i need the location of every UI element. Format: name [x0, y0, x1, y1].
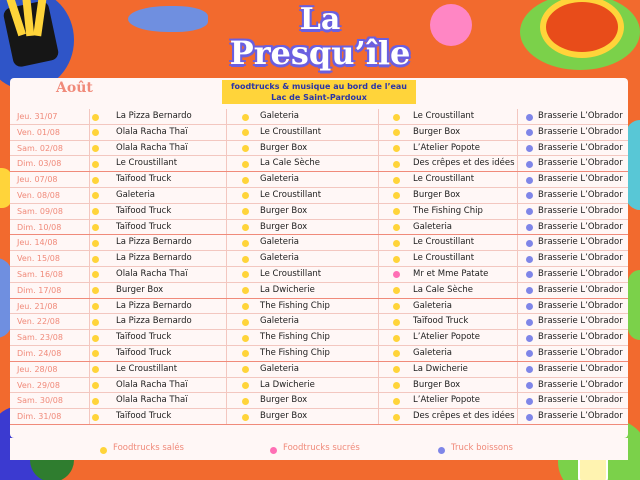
vendor-cell: La Dwicherie: [260, 379, 315, 390]
vendor-cell: Olala Racha Thaï: [116, 126, 188, 137]
vendor-cell: Taïfood Truck: [116, 174, 172, 185]
table-row: [10, 330, 628, 346]
legend-label: Foodtrucks salés: [113, 443, 184, 453]
vendor-cell: Le Croustillant: [116, 363, 178, 374]
vendor-cell: La Cale Sèche: [413, 284, 473, 295]
category-dot-icon: [526, 114, 533, 121]
category-dot-icon: [526, 398, 533, 405]
table-row: [10, 220, 628, 236]
vendor-cell: Galeteria: [260, 174, 300, 185]
category-dot-icon: [526, 224, 533, 231]
vendor-cell: Brasserie L’Obrador: [538, 411, 623, 422]
category-dot-icon: [242, 398, 249, 405]
vendor-cell: Brasserie L’Obrador: [538, 300, 623, 311]
category-dot-icon: [92, 382, 99, 389]
table-row: [10, 346, 628, 362]
category-dot-icon: [92, 287, 99, 294]
category-dot-icon: [92, 177, 99, 184]
category-dot-icon: [526, 287, 533, 294]
date-cell: Dim. 03/08: [17, 159, 62, 169]
vendor-cell: Brasserie L’Obrador: [538, 316, 623, 327]
vendor-cell: Brasserie L’Obrador: [538, 268, 623, 279]
category-dot-icon: [526, 161, 533, 168]
category-dot-icon: [242, 177, 249, 184]
table-row: [10, 204, 628, 220]
category-dot-icon: [242, 240, 249, 247]
date-cell: Ven. 01/08: [17, 127, 60, 137]
date-cell: Ven. 29/08: [17, 380, 60, 390]
vendor-cell: Olala Racha Thaï: [116, 379, 188, 390]
category-dot-icon: [242, 366, 249, 373]
vendor-cell: Galeteria: [260, 237, 300, 248]
vendor-cell: The Fishing Chip: [260, 347, 330, 358]
legend-dot-icon: [270, 447, 277, 454]
category-dot-icon: [393, 145, 400, 152]
category-dot-icon: [92, 161, 99, 168]
vendor-cell: Brasserie L’Obrador: [538, 347, 623, 358]
category-dot-icon: [242, 224, 249, 231]
vendor-cell: Taïfood Truck: [116, 347, 172, 358]
decor-shape: [626, 120, 640, 210]
vendor-cell: Brasserie L’Obrador: [538, 205, 623, 216]
vendor-cell: Galeteria: [260, 111, 300, 121]
category-dot-icon: [92, 350, 99, 357]
vendor-cell: Galeteria: [413, 300, 453, 311]
table-row: [10, 109, 628, 125]
decor-shape: [628, 270, 640, 340]
category-dot-icon: [92, 303, 99, 310]
category-dot-icon: [242, 192, 249, 199]
vendor-cell: The Fishing Chip: [260, 300, 330, 311]
category-dot-icon: [393, 287, 400, 294]
category-dot-icon: [92, 335, 99, 342]
vendor-cell: Burger Box: [413, 379, 461, 390]
category-dot-icon: [526, 382, 533, 389]
category-dot-icon: [92, 271, 99, 278]
category-dot-icon: [393, 240, 400, 247]
category-dot-icon: [526, 350, 533, 357]
vendor-cell: La Dwicherie: [413, 363, 468, 374]
vendor-cell: Le Croustillant: [260, 268, 322, 279]
vendor-cell: Le Croustillant: [413, 174, 475, 185]
category-dot-icon: [526, 192, 533, 199]
vendor-cell: Le Croustillant: [260, 126, 322, 137]
date-cell: Sam. 16/08: [17, 269, 63, 279]
vendor-cell: La Pizza Bernardo: [116, 237, 192, 248]
table-row: [10, 125, 628, 141]
category-dot-icon: [526, 208, 533, 215]
vendor-cell: Galeteria: [413, 221, 453, 232]
category-dot-icon: [393, 335, 400, 342]
vendor-cell: Brasserie L’Obrador: [538, 379, 623, 390]
vendor-cell: Burger Box: [413, 126, 461, 137]
vendor-cell: Brasserie L’Obrador: [538, 189, 623, 200]
table-row: [10, 267, 628, 283]
table-row: [10, 251, 628, 267]
vendor-cell: Brasserie L’Obrador: [538, 253, 623, 264]
vendor-cell: La Pizza Bernardo: [116, 253, 192, 264]
date-cell: Dim. 24/08: [17, 348, 62, 358]
date-cell: Dim. 10/08: [17, 222, 62, 232]
vendor-cell: Taïfood Truck: [116, 332, 172, 343]
date-cell: Ven. 08/08: [17, 190, 60, 200]
date-cell: Sam. 09/08: [17, 206, 63, 216]
subtitle-banner: [222, 80, 416, 104]
category-dot-icon: [92, 114, 99, 121]
vendor-cell: Le Croustillant: [260, 189, 322, 200]
category-dot-icon: [92, 319, 99, 326]
vendor-cell: Le Croustillant: [413, 111, 475, 121]
vendor-cell: Galeteria: [260, 363, 300, 374]
category-dot-icon: [242, 161, 249, 168]
vendor-cell: Olala Racha Thaï: [116, 268, 188, 279]
vendor-cell: Brasserie L’Obrador: [538, 111, 623, 121]
page-title: Presqu’île: [229, 34, 411, 72]
vendor-cell: La Pizza Bernardo: [116, 111, 192, 121]
vendor-cell: Mr et Mme Patate: [413, 268, 489, 279]
category-dot-icon: [92, 414, 99, 421]
category-dot-icon: [242, 303, 249, 310]
date-cell: Sam. 23/08: [17, 333, 63, 343]
vendor-cell: Burger Box: [260, 142, 308, 153]
category-dot-icon: [92, 366, 99, 373]
table-row: [10, 172, 628, 188]
category-dot-icon: [92, 208, 99, 215]
category-dot-icon: [393, 224, 400, 231]
table-row: [10, 378, 628, 394]
vendor-cell: Burger Box: [260, 411, 308, 422]
vendor-cell: Burger Box: [413, 189, 461, 200]
vendor-cell: Brasserie L’Obrador: [538, 237, 623, 248]
legend-label: Truck boissons: [451, 443, 513, 453]
date-cell: Ven. 22/08: [17, 317, 60, 327]
category-dot-icon: [242, 350, 249, 357]
date-cell: Jeu. 14/08: [17, 238, 58, 248]
subtitle-line2: Lac de Saint-Pardoux: [271, 93, 367, 102]
vendor-cell: Brasserie L’Obrador: [538, 395, 623, 406]
vendor-cell: The Fishing Chip: [260, 332, 330, 343]
vendor-cell: La Pizza Bernardo: [116, 316, 192, 327]
vendor-cell: L’Atelier Popote: [413, 395, 480, 406]
category-dot-icon: [242, 208, 249, 215]
subtitle-line1: foodtrucks & musique au bord de l’eau: [231, 82, 407, 91]
date-cell: Sam. 02/08: [17, 143, 63, 153]
category-dot-icon: [393, 382, 400, 389]
table-row: [10, 188, 628, 204]
vendor-cell: Des crêpes et des idées: [413, 411, 515, 422]
vendor-cell: Galeteria: [260, 253, 300, 264]
table-row: [10, 299, 628, 315]
vendor-cell: Burger Box: [260, 205, 308, 216]
category-dot-icon: [92, 240, 99, 247]
category-dot-icon: [393, 414, 400, 421]
category-dot-icon: [393, 350, 400, 357]
vendor-cell: Burger Box: [260, 221, 308, 232]
date-cell: Jeu. 07/08: [17, 175, 58, 185]
category-dot-icon: [242, 382, 249, 389]
schedule-table: [10, 109, 628, 425]
vendor-cell: Taïfood Truck: [116, 411, 172, 422]
category-dot-icon: [393, 303, 400, 310]
category-dot-icon: [92, 256, 99, 263]
category-dot-icon: [393, 192, 400, 199]
category-dot-icon: [526, 303, 533, 310]
vendor-cell: La Cale Sèche: [260, 158, 320, 169]
vendor-cell: Olala Racha Thaï: [116, 142, 188, 153]
vendor-cell: Brasserie L’Obrador: [538, 221, 623, 232]
vendor-cell: Galeteria: [413, 347, 453, 358]
vendor-cell: Olala Racha Thaï: [116, 395, 188, 406]
vendor-cell: Le Croustillant: [413, 237, 475, 248]
category-dot-icon: [242, 114, 249, 121]
vendor-cell: Brasserie L’Obrador: [538, 158, 623, 169]
category-dot-icon: [92, 145, 99, 152]
category-dot-icon: [242, 414, 249, 421]
vendor-cell: Le Croustillant: [116, 158, 178, 169]
vendor-cell: Burger Box: [116, 284, 164, 295]
category-dot-icon: [393, 161, 400, 168]
category-dot-icon: [242, 287, 249, 294]
table-row: [10, 362, 628, 378]
vendor-cell: Taïfood Truck: [116, 221, 172, 232]
vendor-cell: Brasserie L’Obrador: [538, 126, 623, 137]
category-dot-icon: [242, 319, 249, 326]
legend-dot-icon: [100, 447, 107, 454]
category-dot-icon: [393, 208, 400, 215]
vendor-cell: Brasserie L’Obrador: [538, 363, 623, 374]
category-dot-icon: [242, 129, 249, 136]
table-row: [10, 141, 628, 157]
vendor-cell: Taïfood Truck: [116, 205, 172, 216]
category-dot-icon: [526, 145, 533, 152]
category-dot-icon: [92, 224, 99, 231]
vendor-cell: La Pizza Bernardo: [116, 300, 192, 311]
category-dot-icon: [526, 319, 533, 326]
date-cell: Jeu. 21/08: [17, 301, 58, 311]
category-dot-icon: [242, 145, 249, 152]
category-dot-icon: [242, 335, 249, 342]
category-dot-icon: [242, 256, 249, 263]
category-dot-icon: [393, 319, 400, 326]
category-dot-icon: [526, 414, 533, 421]
category-dot-icon: [526, 366, 533, 373]
category-dot-icon: [393, 114, 400, 121]
vendor-cell: Galeteria: [260, 316, 300, 327]
category-dot-icon: [92, 192, 99, 199]
month-label: Août: [56, 80, 93, 96]
category-dot-icon: [393, 366, 400, 373]
date-cell: Sam. 30/08: [17, 396, 63, 406]
table-row: [10, 156, 628, 172]
vendor-cell: The Fishing Chip: [413, 205, 483, 216]
vendor-cell: Des crêpes et des idées: [413, 158, 515, 169]
category-dot-icon: [393, 271, 400, 278]
category-dot-icon: [526, 129, 533, 136]
vendor-cell: Le Croustillant: [413, 253, 475, 264]
category-dot-icon: [526, 177, 533, 184]
vendor-cell: La Dwicherie: [260, 284, 315, 295]
category-dot-icon: [242, 271, 249, 278]
date-cell: Jeu. 31/07: [17, 112, 58, 121]
vendor-cell: Brasserie L’Obrador: [538, 332, 623, 343]
category-dot-icon: [393, 177, 400, 184]
category-dot-icon: [393, 398, 400, 405]
legend-dot-icon: [438, 447, 445, 454]
date-cell: Jeu. 28/08: [17, 364, 58, 374]
category-dot-icon: [92, 129, 99, 136]
vendor-cell: Galeteria: [116, 189, 156, 200]
category-dot-icon: [526, 271, 533, 278]
category-dot-icon: [92, 398, 99, 405]
table-row: [10, 409, 628, 425]
table-row: [10, 283, 628, 299]
category-dot-icon: [526, 335, 533, 342]
title-line1: La: [299, 2, 341, 37]
date-cell: Dim. 31/08: [17, 412, 62, 422]
table-row: [10, 393, 628, 409]
vendor-cell: Taïfood Truck: [413, 316, 469, 327]
category-dot-icon: [526, 256, 533, 263]
legend-label: Foodtrucks sucrés: [283, 443, 360, 453]
vendor-cell: Brasserie L’Obrador: [538, 174, 623, 185]
vendor-cell: Brasserie L’Obrador: [538, 284, 623, 295]
vendor-cell: L’Atelier Popote: [413, 142, 480, 153]
category-dot-icon: [393, 129, 400, 136]
vendor-cell: L’Atelier Popote: [413, 332, 480, 343]
category-dot-icon: [526, 240, 533, 247]
table-row: [10, 314, 628, 330]
table-row: [10, 235, 628, 251]
date-cell: Ven. 15/08: [17, 254, 60, 264]
category-dot-icon: [393, 256, 400, 263]
date-cell: Dim. 17/08: [17, 285, 62, 295]
vendor-cell: Brasserie L’Obrador: [538, 142, 623, 153]
vendor-cell: Burger Box: [260, 395, 308, 406]
